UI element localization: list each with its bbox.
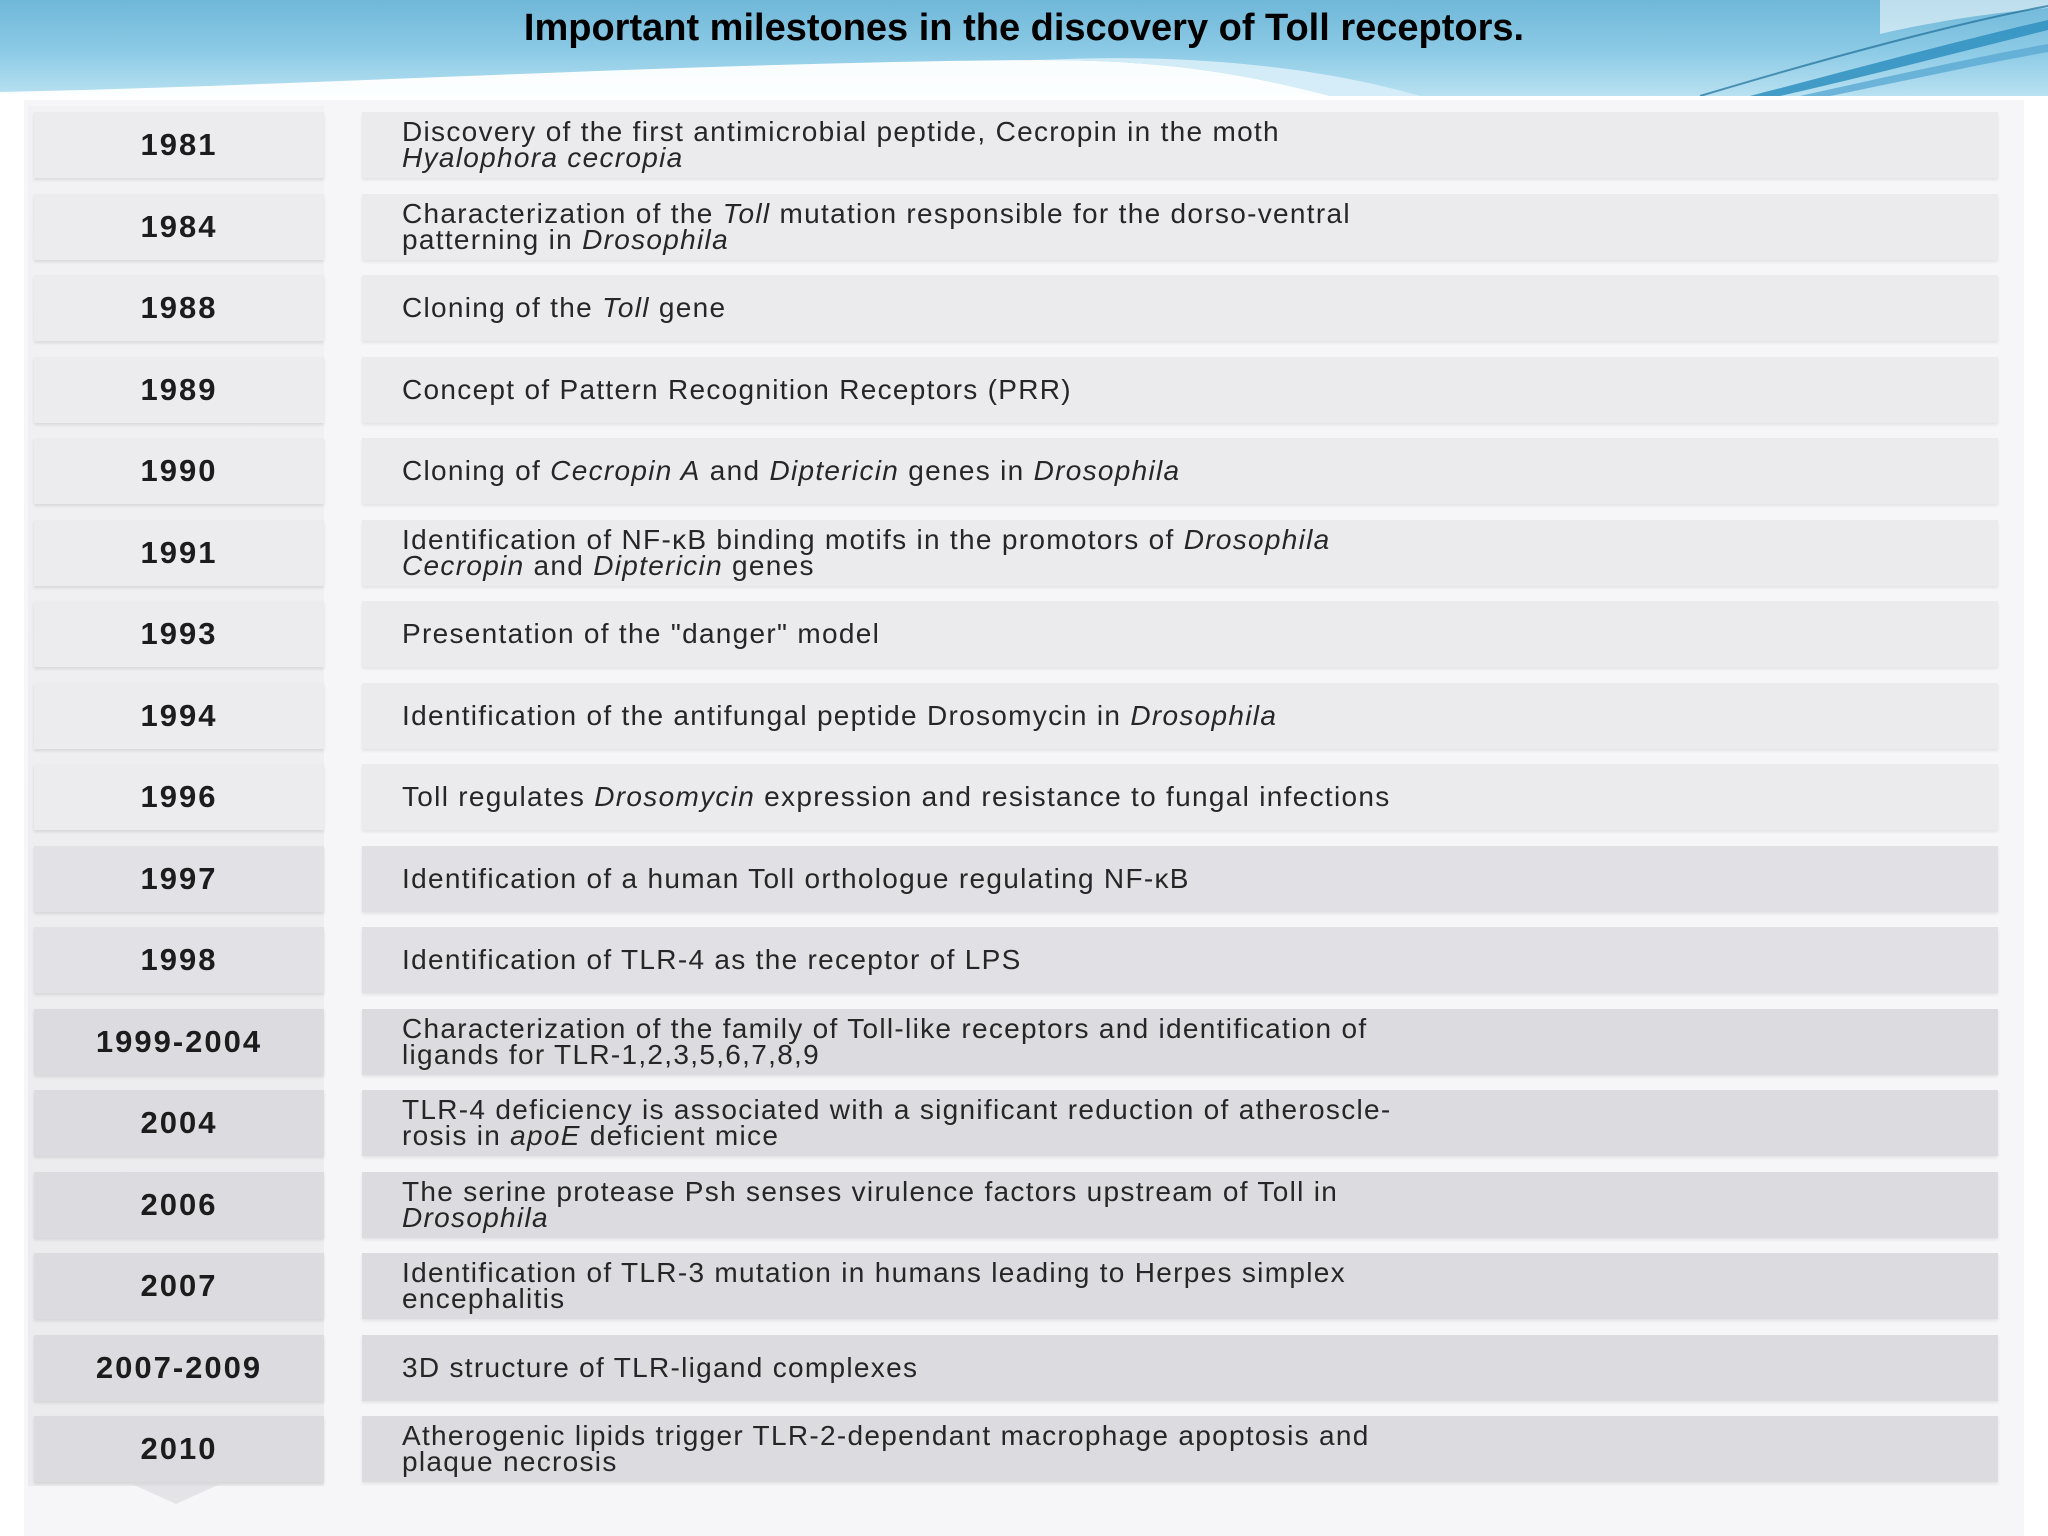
milestone-row xyxy=(34,1253,2004,1319)
milestone-row xyxy=(34,1335,2004,1401)
milestone-year: 2006 xyxy=(34,1172,324,1238)
milestone-year: 1998 xyxy=(34,927,324,993)
text-segment: genes in xyxy=(899,455,1034,486)
italic-term: Cecropin A xyxy=(550,455,701,486)
text-segment: Atherogenic lipids trigger TLR-2-dependant macrophage apoptosis and plaque necrosis xyxy=(402,1420,1370,1477)
milestone-description xyxy=(362,927,1998,993)
text-segment: Discovery of the first antimicrobial peptide, Cecropin in the moth xyxy=(402,116,1280,147)
milestone-year: 1994 xyxy=(34,683,324,749)
milestone-description xyxy=(362,1009,1998,1075)
text-segment: mutation responsible for the dorso-ventral patterning in xyxy=(402,198,1351,255)
milestone-row xyxy=(34,520,2004,586)
milestone-row xyxy=(34,1172,2004,1238)
milestone-description xyxy=(362,1172,1998,1238)
milestone-year: 1990 xyxy=(34,438,324,504)
italic-term: Drosomycin xyxy=(594,781,756,812)
milestone-description-text xyxy=(402,781,1391,812)
milestone-description xyxy=(362,846,1998,912)
text-segment: Concept of Pattern Recognition Receptors (PRR) xyxy=(402,374,1072,405)
text-segment: Cloning of xyxy=(402,455,551,486)
milestone-description-text xyxy=(402,618,881,649)
milestone-description xyxy=(362,275,1998,341)
text-segment: 3D structure of TLR-ligand complexes xyxy=(402,1352,919,1383)
milestone-year: 1991 xyxy=(34,520,324,586)
milestone-year: 1996 xyxy=(34,764,324,830)
milestone-description-text xyxy=(402,455,1181,486)
italic-term: Drosophila xyxy=(582,224,729,255)
italic-term: Diptericin xyxy=(769,455,900,486)
text-segment: Identification of TLR-4 as the receptor of LPS xyxy=(402,944,1022,975)
milestone-year: 2007 xyxy=(34,1253,324,1319)
milestone-description-text xyxy=(402,944,1022,975)
text-segment: expression and resistance to fungal infections xyxy=(755,781,1391,812)
milestone-description-text xyxy=(402,374,1072,405)
milestone-description xyxy=(362,438,1998,504)
text-segment: and xyxy=(700,455,770,486)
text-segment: Characterization of the xyxy=(402,198,723,229)
milestone-year: 1999-2004 xyxy=(34,1009,324,1075)
text-segment: Cloning of the xyxy=(402,292,603,323)
text-segment: genes xyxy=(722,550,815,581)
italic-term: Toll xyxy=(722,198,771,229)
italic-term: Hyalophora cecropia xyxy=(402,142,684,173)
milestone-row xyxy=(34,438,2004,504)
milestone-description xyxy=(362,1416,1998,1482)
text-segment: gene xyxy=(649,292,727,323)
italic-term: Drosophila Cecropin xyxy=(402,524,1331,581)
milestone-description xyxy=(362,520,1998,586)
text-segment: Identification of TLR-3 mutation in humans leading to Herpes simplex encephalitis xyxy=(402,1257,1346,1314)
milestone-row xyxy=(34,1416,2004,1482)
milestone-description xyxy=(362,357,1998,423)
milestone-description-text xyxy=(402,198,1351,255)
milestone-year: 2004 xyxy=(34,1090,324,1156)
milestone-description-text xyxy=(402,1176,1339,1233)
slide-title: Important milestones in the discovery of Toll receptors. xyxy=(523,7,1525,49)
milestone-row xyxy=(34,275,2004,341)
milestone-description-text xyxy=(402,1013,1368,1070)
milestone-year: 2010 xyxy=(34,1416,324,1482)
milestone-description xyxy=(362,1335,1998,1401)
milestone-description xyxy=(362,112,1998,178)
milestone-description-text xyxy=(402,116,1280,173)
text-segment: Presentation of the "danger" model xyxy=(402,618,881,649)
milestone-description-text xyxy=(402,292,727,323)
milestone-year: 1984 xyxy=(34,194,324,260)
milestone-year: 1981 xyxy=(34,112,324,178)
text-segment: Characterization of the family of Toll-like receptors and identification of ligands for TLR-1,2,3,5,6,7,8,9 xyxy=(402,1013,1368,1070)
milestone-description xyxy=(362,764,1998,830)
milestone-description xyxy=(362,194,1998,260)
italic-term: Drosophila xyxy=(402,1202,549,1233)
milestone-year: 1989 xyxy=(34,357,324,423)
milestone-row xyxy=(34,927,2004,993)
milestone-row xyxy=(34,683,2004,749)
milestone-description-text xyxy=(402,1352,919,1383)
milestone-description-text xyxy=(402,524,1331,581)
milestone-row xyxy=(34,1009,2004,1075)
milestone-row xyxy=(34,357,2004,423)
text-segment: The serine protease Psh senses virulence factors upstream of Toll in xyxy=(402,1176,1339,1207)
italic-term: apoE xyxy=(510,1120,581,1151)
milestone-row xyxy=(34,846,2004,912)
milestone-description xyxy=(362,601,1998,667)
milestone-row xyxy=(34,112,2004,178)
milestone-description-text xyxy=(402,1094,1392,1151)
milestone-row xyxy=(34,764,2004,830)
milestone-row xyxy=(34,194,2004,260)
milestone-description-text xyxy=(402,700,1278,731)
text-segment: Identification of NF-κB binding motifs in the promotors of xyxy=(402,524,1184,555)
text-segment: Identification of a human Toll orthologue regulating NF-κB xyxy=(402,863,1190,894)
milestone-description-text xyxy=(402,1420,1370,1477)
milestone-description xyxy=(362,683,1998,749)
milestone-year: 1993 xyxy=(34,601,324,667)
milestone-row xyxy=(34,1090,2004,1156)
text-segment: Identification of the antifungal peptide Drosomycin in xyxy=(402,700,1131,731)
milestone-description xyxy=(362,1090,1998,1156)
milestone-description xyxy=(362,1253,1998,1319)
text-segment: Toll regulates xyxy=(402,781,595,812)
italic-term: Drosophila xyxy=(1130,700,1278,731)
italic-term: Diptericin xyxy=(593,550,723,581)
milestone-year: 2007-2009 xyxy=(34,1335,324,1401)
milestone-year: 1997 xyxy=(34,846,324,912)
text-segment: and xyxy=(524,550,594,581)
text-segment: TLR-4 deficiency is associated with a significant reduction of atheroscle- rosis in xyxy=(402,1094,1392,1151)
text-segment: deficient mice xyxy=(580,1120,780,1151)
milestone-description-text xyxy=(402,1257,1346,1314)
italic-term: Toll xyxy=(602,292,650,323)
milestone-row xyxy=(34,601,2004,667)
italic-term: Drosophila xyxy=(1033,455,1181,486)
milestone-year: 1988 xyxy=(34,275,324,341)
milestone-description-text xyxy=(402,863,1190,894)
